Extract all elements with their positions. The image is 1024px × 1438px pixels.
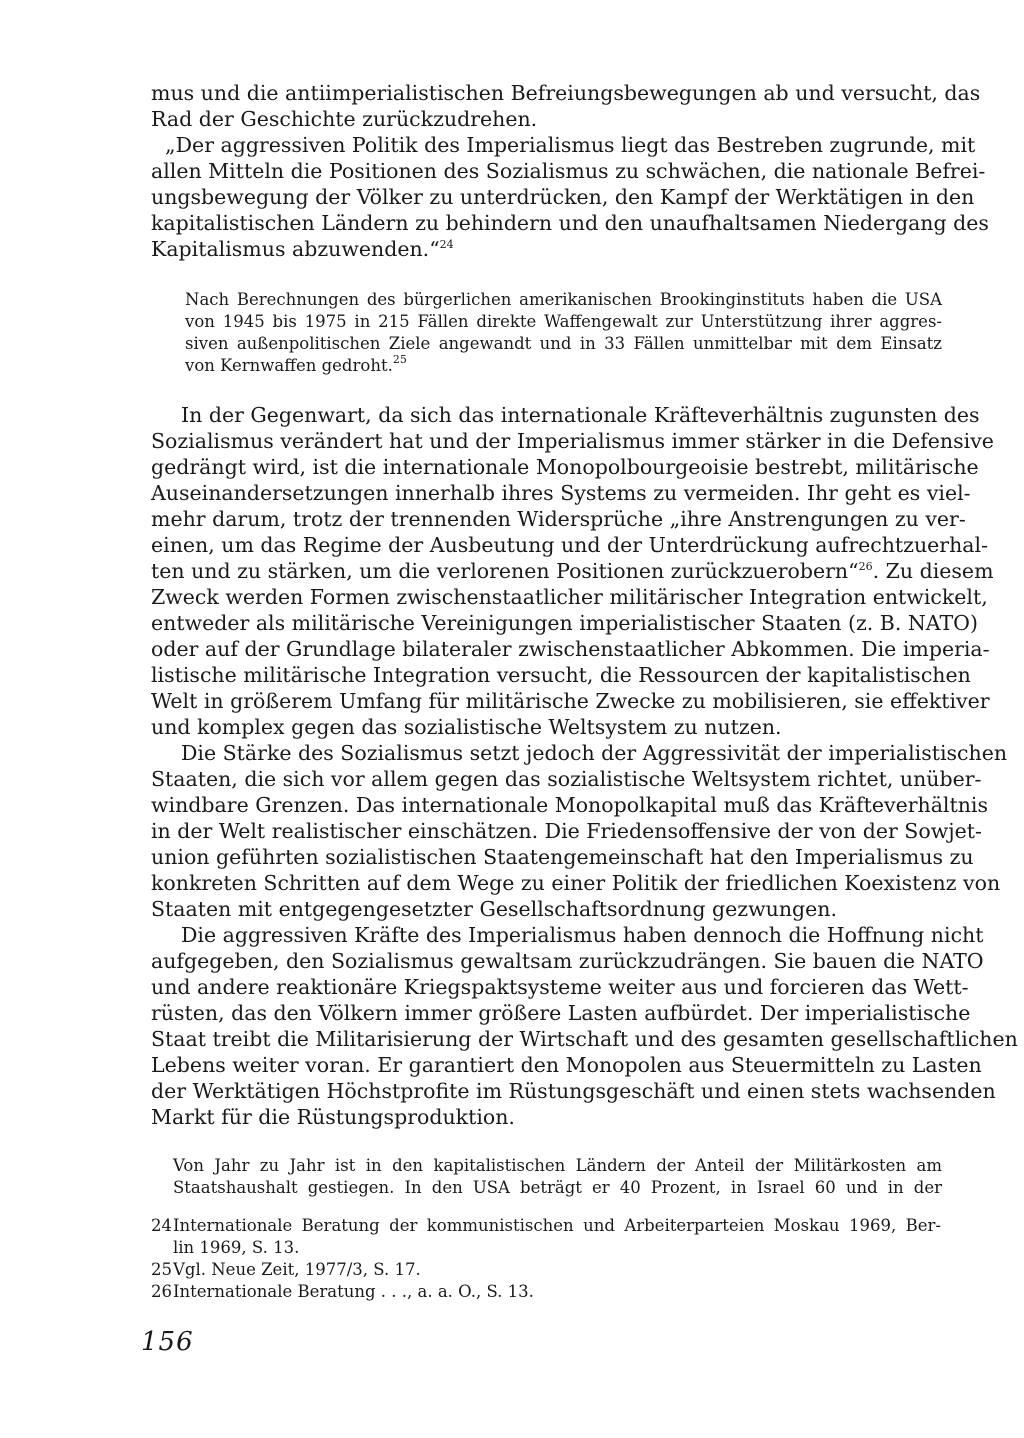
body-line: Rad der Geschichte zurückzudrehen.	[151, 107, 538, 131]
footnote-text: Internationale Beratung . . ., a. a. O., S. 13.	[173, 1282, 534, 1301]
footnote-text: lin 1969, S. 13.	[173, 1238, 300, 1257]
body-line: und andere reaktionäre Kriegspaktsysteme weiter aus und forcieren das Wett-	[151, 975, 969, 999]
body-line: windbare Grenzen. Das internationale Monopolkapital muß das Kräfteverhältnis	[151, 793, 989, 817]
note-end-text: von Kernwaffen gedroht.	[185, 356, 393, 375]
body-text: ten und zu stärken, um die verlorenen Positionen zurückzuerobern“	[151, 559, 859, 583]
body-line: Zweck werden Formen zwischenstaatlicher militärischer Integration entwickelt,	[151, 585, 988, 609]
body-line: union geführten sozialistischen Staatengemeinschaft hat den Imperialismus zu	[151, 845, 974, 869]
note-line: siven außenpolitischen Ziele angewandt und in 33 Fällen unmittelbar mit dem Einsatz	[185, 334, 942, 353]
quote-line	[151, 237, 941, 263]
body-line: Markt für die Rüstungsproduktion.	[151, 1105, 515, 1129]
body-line: rüsten, das den Völkern immer größere Lasten aufbürdet. Der imperialistische	[151, 1001, 971, 1025]
body-text: . Zu diesem	[872, 559, 994, 583]
body-line: gedrängt wird, ist die internationale Monopolbourgeoisie bestrebt, militärische	[151, 455, 979, 479]
quote-end-text: Kapitalismus abzuwenden.“	[151, 237, 440, 261]
body-line: Sozialismus verändert hat und der Imperialismus immer stärker in die Defensive	[151, 429, 994, 453]
footnote-number: 25	[151, 1260, 172, 1279]
quote-line: „Der aggressiven Politik des Imperialismus liegt das Bestreben zugrunde, mit	[165, 133, 976, 157]
body-line: Staaten mit entgegengesetzter Gesellschaftsordnung gezwungen.	[151, 897, 838, 921]
footnote-number: 24	[151, 1216, 172, 1235]
body-line: listische militärische Integration versucht, die Ressourcen der kapitalistischen	[151, 663, 971, 687]
body-line: Lebens weiter voran. Er garantiert den Monopolen aus Steuermitteln zu Lasten	[151, 1053, 982, 1077]
body-line: Welt in größerem Umfang für militärische Zwecke zu mobilisieren, sie effektiver	[151, 689, 990, 713]
footnote-ref: 26	[858, 560, 873, 573]
body-line	[151, 559, 994, 585]
body-line: und komplex gegen das sozialistische Weltsystem zu nutzen.	[151, 715, 782, 739]
footnote-text: Internationale Beratung der kommunistischen und Arbeiterparteien Moskau 1969, Ber-	[173, 1216, 941, 1235]
body-line: in der Welt realistischer einschätzen. Die Friedensoffensive der von der Sowjet-	[151, 819, 982, 843]
footnote-ref: 24	[439, 238, 454, 251]
quote-line: kapitalistischen Ländern zu behindern und den unaufhaltsamen Niedergang des	[151, 211, 989, 235]
body-line: einen, um das Regime der Ausbeutung und der Unterdrückung aufrechtzuerhal-	[151, 533, 989, 557]
quote-line: ungsbewegung der Völker zu unterdrücken, den Kampf der Werktätigen in den	[151, 185, 975, 209]
body-line: Die Stärke des Sozialismus setzt jedoch der Aggressivität der imperialistischen	[181, 741, 1008, 765]
note-line: Von Jahr zu Jahr ist in den kapitalistischen Ländern der Anteil der Militärkosten am	[173, 1156, 942, 1175]
note-line: Nach Berechnungen des bürgerlichen amerikanischen Brookinginstituts haben die USA	[185, 290, 942, 309]
footnote-text: Vgl. Neue Zeit, 1977/3, S. 17.	[173, 1260, 421, 1279]
body-line: In der Gegenwart, da sich das internationale Kräfteverhältnis zugunsten des	[181, 403, 980, 427]
body-line: der Werktätigen Höchstprofite im Rüstungsgeschäft und einen stets wachsenden	[151, 1079, 996, 1103]
body-line: Staaten, die sich vor allem gegen das sozialistische Weltsystem richtet, unüber-	[151, 767, 982, 791]
body-line: Die aggressiven Kräfte des Imperialismus haben dennoch die Hoffnung nicht	[181, 923, 984, 947]
body-line: Auseinandersetzungen innerhalb ihres Systems zu vermeiden. Ihr geht es viel-	[151, 481, 971, 505]
body-line: mus und die antiimperialistischen Befreiungsbewegungen ab und versucht, das	[151, 81, 981, 105]
note-line: von 1945 bis 1975 in 215 Fällen direkte Waffengewalt zur Unterstützung ihrer aggres-	[185, 312, 942, 331]
note-line: Staatshaushalt gestiegen. In den USA beträgt er 40 Prozent, in Israel 60 und in der	[173, 1178, 942, 1197]
body-line: entweder als militärische Vereinigungen imperialistischer Staaten (z. B. NATO)	[151, 611, 978, 635]
quote-line: allen Mitteln die Positionen des Sozialismus zu schwächen, die nationale Befrei-	[151, 159, 986, 183]
body-line: mehr darum, trotz der trennenden Widersprüche „ihre Anstrengungen zu ver-	[151, 507, 966, 531]
footnote-ref: 25	[392, 353, 407, 366]
page-number: 156	[141, 1327, 194, 1357]
body-line: oder auf der Grundlage bilateraler zwischenstaatlicher Abkommen. Die imperia-	[151, 637, 990, 661]
note-line	[185, 355, 942, 377]
body-line: aufgegeben, den Sozialismus gewaltsam zurückzudrängen. Sie bauen die NATO	[151, 949, 984, 973]
body-line: konkreten Schritten auf dem Wege zu einer Politik der friedlichen Koexistenz von	[151, 871, 1001, 895]
footnote-number: 26	[151, 1282, 172, 1301]
body-line: Staat treibt die Militarisierung der Wirtschaft und des gesamten gesellschaftlichen	[151, 1027, 1018, 1051]
